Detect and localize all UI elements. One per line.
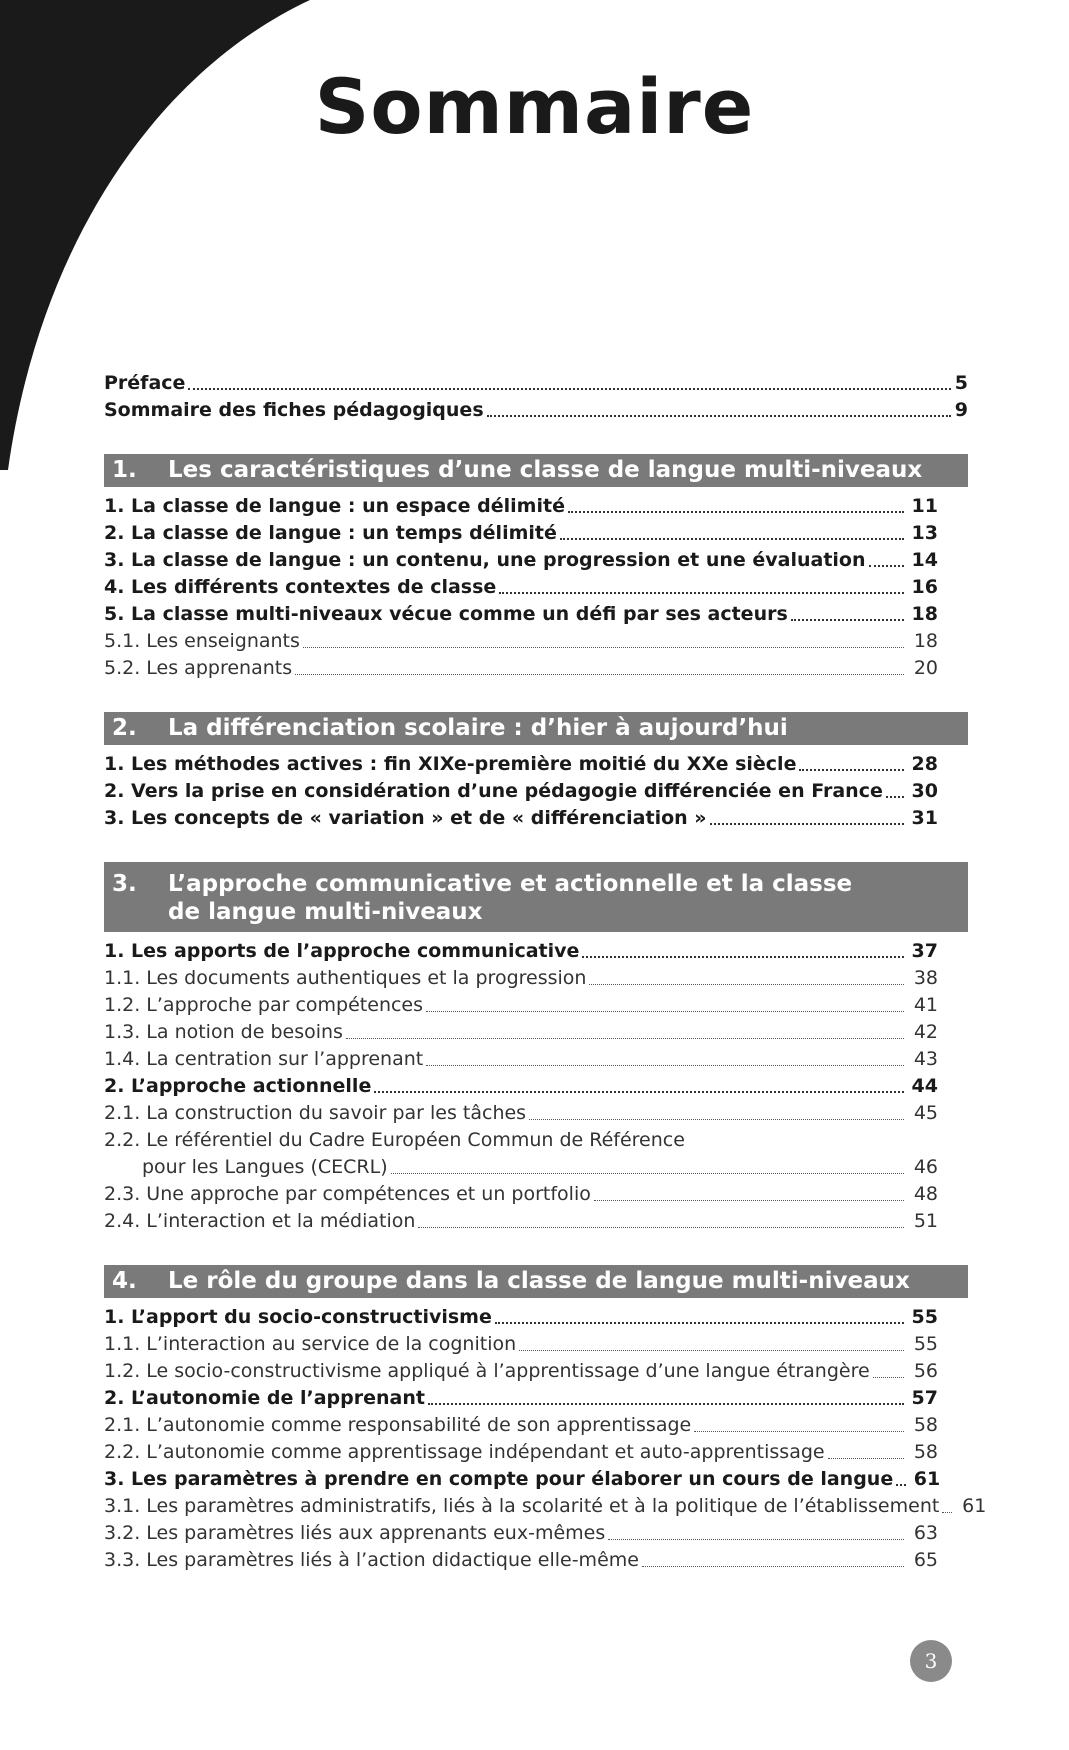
toc-entry-sommaire-fiches [104,397,968,424]
section-number: 2. [112,715,137,741]
toc-subentry [104,1520,938,1547]
entry-label: 2.4. L’interaction et la médiation [104,1210,416,1232]
entry-page: 11 [911,495,938,517]
toc-subentry [104,1439,938,1466]
section-number: 3. [112,871,137,897]
leader-dots [519,1350,904,1351]
section-title-line2: de langue multi-niveaux [168,899,483,925]
entry-page: 14 [911,549,938,571]
leader-dots [499,592,904,594]
leader-dots [295,674,904,675]
entry-page: 42 [913,1021,938,1043]
entry-page: 18 [913,630,938,652]
entry-label: 2. Vers la prise en considération d’une pédagogie différenciée en France [104,780,883,802]
entry-page: 57 [911,1387,938,1409]
toc-subentry [104,1046,938,1073]
leader-dots [418,1227,904,1228]
section-number: 1. [112,457,137,483]
section-2-entries [104,751,938,832]
toc-subentry-cecrl [104,1127,938,1181]
entry-label: 1.1. L’interaction au service de la cognition [104,1333,517,1355]
leader-dots [188,388,950,390]
entry-page: 61 [962,1495,987,1517]
toc-subentry [104,965,938,992]
toc-entry [104,1073,938,1100]
toc-entry [104,938,938,965]
toc-subentry [104,1358,938,1385]
leader-dots [869,565,904,567]
entry-page: 20 [913,657,938,679]
entry-label: 1. La classe de langue : un espace délimité [104,495,565,517]
leader-dots [873,1377,904,1378]
entry-continuation [104,1154,938,1181]
entry-label: 1. Les méthodes actives : fin XIXe-première moitié du XXe siècle [104,753,797,775]
section-header-4 [104,1265,968,1298]
entry-label: 2. L’autonomie de l’apprenant [104,1387,425,1409]
toc-entry [104,574,938,601]
leader-dots [303,647,904,648]
page-title: Sommaire [314,62,755,151]
toc-subentry [104,1019,938,1046]
toc-subentry [104,628,938,655]
entry-page: 9 [954,399,968,421]
entry-page: 45 [913,1102,938,1124]
entry-label: 2.1. La construction du savoir par les tâches [104,1102,527,1124]
entry-label: 1.2. L’approche par compétences [104,994,424,1016]
entry-page: 58 [913,1441,938,1463]
section-title: La différenciation scolaire : d’hier à aujourd’hui [168,715,788,741]
leader-dots [426,1011,904,1012]
leader-dots [374,1091,904,1093]
entry-label: 1. L’apport du socio-constructivisme [104,1306,492,1328]
entry-label: Sommaire des fiches pédagogiques [104,399,484,421]
leader-dots [608,1539,904,1540]
toc-subentry [104,1547,938,1574]
leader-dots [346,1038,904,1039]
entry-page: 18 [911,603,938,625]
entry-label: 3. Les concepts de « variation » et de « différenciation » [104,807,707,829]
section-title: Le rôle du groupe dans la classe de langue multi-niveaux [168,1268,910,1294]
entry-label: 5. La classe multi-niveaux vécue comme un défi par ses acteurs [104,603,788,625]
entry-label: 1.2. Le socio-constructivisme appliqué à l’apprentissage d’une langue étrangère [104,1360,870,1382]
entry-page: 55 [913,1333,938,1355]
toc-entry [104,493,938,520]
toc-subentry [104,1493,987,1520]
toc-subentry [104,1181,938,1208]
entry-label: 3. La classe de langue : un contenu, une progression et une évaluation [104,549,866,571]
entry-label: 3. Les paramètres à prendre en compte pour élaborer un cours de langue [104,1468,894,1490]
entry-label: 2.2. L’autonomie comme apprentissage indépendant et auto-apprentissage [104,1441,825,1463]
leader-dots [828,1458,904,1459]
entry-label: 2.2. Le référentiel du Cadre Européen Commun de Référence [104,1129,685,1151]
entry-label: 4. Les différents contextes de classe [104,576,497,598]
toc-entry [104,547,938,574]
entry-label: 3.1. Les paramètres administratifs, liés à la scolarité et à la politique de l’établissement [104,1495,940,1517]
entry-page: 28 [911,753,938,775]
section-1-entries [104,493,938,682]
entry-label: Préface [104,372,186,394]
entry-label: 3.2. Les paramètres liés aux apprenants eux-mêmes [104,1522,606,1544]
leader-dots [582,956,904,958]
entry-page: 55 [911,1306,938,1328]
entry-page: 46 [913,1156,938,1178]
leader-dots [896,1484,906,1486]
toc-subentry [104,1100,938,1127]
entry-page: 51 [913,1210,938,1232]
entry-page: 63 [913,1522,938,1544]
entry-label: 2.1. L’autonomie comme responsabilité de son apprentissage [104,1414,692,1436]
entry-page: 31 [911,807,938,829]
toc-entry [104,778,938,805]
entry-page: 41 [913,994,938,1016]
toc-entry [104,751,938,778]
leader-dots [426,1065,904,1066]
leader-dots [589,984,904,985]
section-title-line1: L’approche communicative et actionnelle et la classe [168,871,853,897]
entry-label: 5.2. Les apprenants [104,657,293,679]
toc-entry [104,520,938,547]
leader-dots [694,1431,904,1432]
page-number-badge: 3 [910,1640,952,1682]
entry-page: 56 [913,1360,938,1382]
entry-page: 13 [911,522,938,544]
section-title [168,870,968,926]
section-number: 4. [112,1268,137,1294]
table-of-contents [104,370,987,1574]
toc-entry [104,1466,941,1493]
section-title: Les caractéristiques d’une classe de langue multi-niveaux [168,457,923,483]
entry-label: 3.3. Les paramètres liés à l’action didactique elle-même [104,1549,639,1571]
entry-label: 2. La classe de langue : un temps délimité [104,522,557,544]
entry-page: 61 [913,1468,941,1490]
leader-dots [428,1403,904,1405]
leader-dots [799,769,904,771]
entry-page: 65 [913,1549,938,1571]
leader-dots [791,619,904,621]
toc-entry [104,1304,938,1331]
leader-dots [642,1566,904,1567]
entry-page: 16 [911,576,938,598]
leader-dots [391,1173,904,1174]
leader-dots [487,415,951,417]
leader-dots [495,1322,904,1324]
entry-page: 5 [954,372,968,394]
section-4-entries [104,1304,987,1574]
entry-page: 38 [913,967,938,989]
entry-label: 1.1. Les documents authentiques et la progression [104,967,587,989]
entry-page: 44 [911,1075,938,1097]
leader-dots [594,1200,904,1201]
leader-dots [710,823,904,825]
toc-subentry [104,1331,938,1358]
toc-entry [104,805,938,832]
entry-label: 5.1. Les enseignants [104,630,300,652]
section-header-1 [104,454,968,487]
section-header-3 [104,862,968,932]
toc-entry [104,1385,938,1412]
section-header-2 [104,712,968,745]
entry-page: 37 [911,940,938,962]
entry-label: 2. L’approche actionnelle [104,1075,372,1097]
toc-subentry [104,1412,938,1439]
leader-dots [568,511,904,513]
toc-subentry [104,655,938,682]
leader-dots [942,1512,952,1513]
entry-page: 48 [913,1183,938,1205]
entry-label: 1.4. La centration sur l’apprenant [104,1048,424,1070]
entry-label-continued: pour les Langues (CECRL) [142,1156,388,1178]
section-3-entries [104,938,938,1235]
leader-dots [560,538,904,540]
entry-page: 58 [913,1414,938,1436]
toc-entry-preface [104,370,968,397]
toc-subentry [104,1208,938,1235]
entry-label: 2.3. Une approche par compétences et un portfolio [104,1183,591,1205]
entry-page: 43 [913,1048,938,1070]
toc-entry [104,601,938,628]
leader-dots [529,1119,904,1120]
entry-label: 1.3. La notion de besoins [104,1021,343,1043]
leader-dots [886,796,904,798]
entry-label: 1. Les apports de l’approche communicative [104,940,580,962]
entry-page: 30 [911,780,938,802]
toc-subentry [104,992,938,1019]
